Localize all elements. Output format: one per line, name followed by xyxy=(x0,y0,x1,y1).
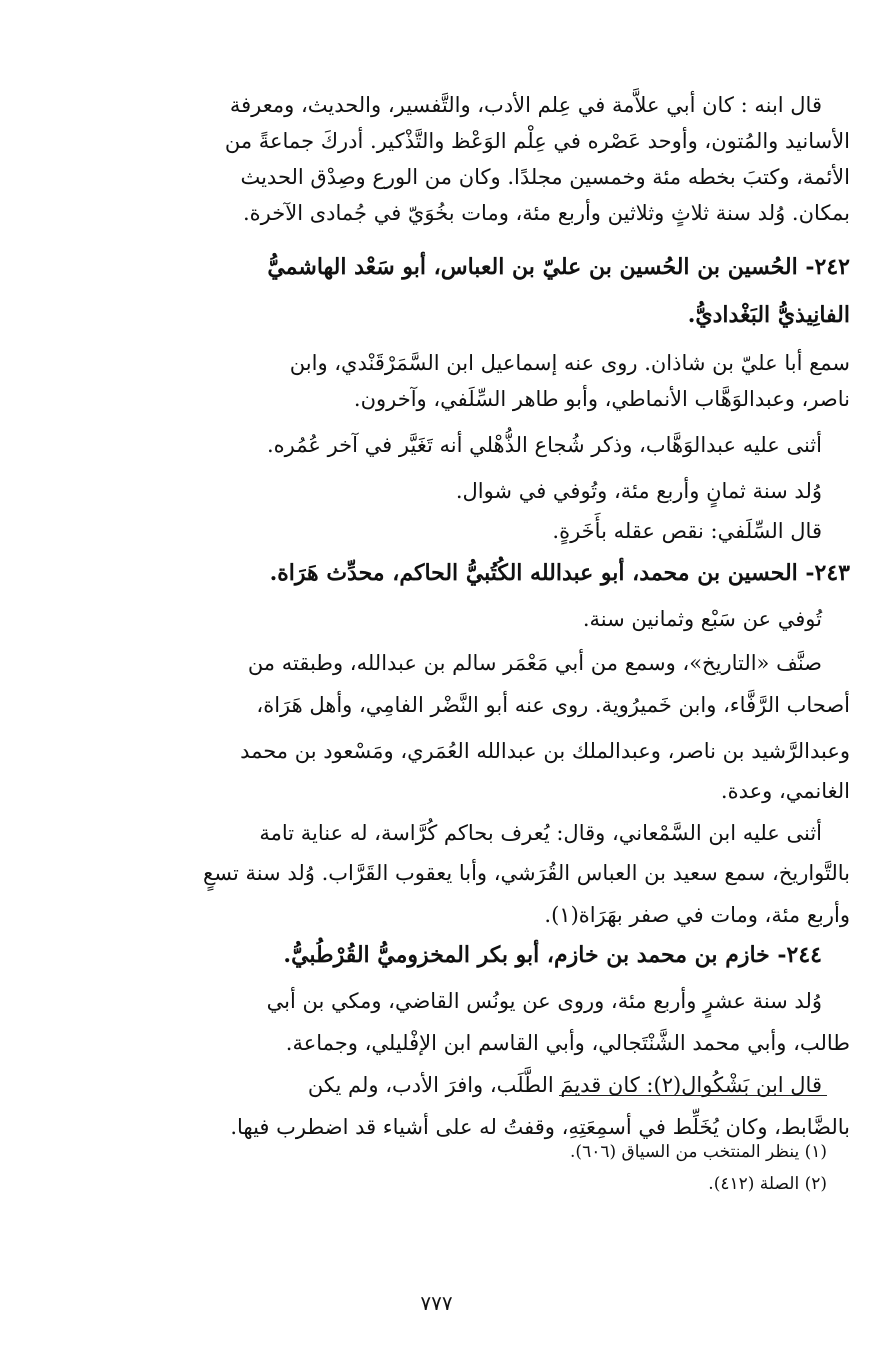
text-line: قال ابن بَشْكُوال(٢): كان قديمَ الطَّلَب، وافرَ الأدب، ولم يكن xyxy=(307,1073,822,1097)
text-line: تُوفي عن سَبْع وثمانين سنة. xyxy=(582,607,822,631)
text-line: سمع أبا عليّ بن شاذان. روى عنه إسماعيل ابن السَّمَرْقَنْدي، وابن xyxy=(289,351,850,375)
text-line: أصحاب الرَّفَّاء، وابن خَميرُوية. روى عنه أبو النَّضْر الفامِي، وأهل هَرَاة، xyxy=(256,693,850,717)
text-line: الأسانيد والمُتون، وأوحد عَصْره في عِلْم الوَعْظ والتَّذْكير. أدركَ جماعةً من xyxy=(224,129,850,153)
entry-heading-244: ٢٤٤- خازم بن محمد بن خازم، أبو بكر المخزوميُّ القُرْطُبيُّ. xyxy=(283,942,822,968)
text-line: وأربع مئة، ومات في صفر بهَرَاة(١). xyxy=(544,903,850,927)
text-line: أثنى عليه ابن السَّمْعاني، وقال: يُعرف بحاكم كُرَّاسة، له عناية تامة xyxy=(259,821,822,845)
text-line: قال ابنه : كان أبي علاَّمة في عِلم الأدب، والتَّفسير، والحديث، ومعرفة xyxy=(229,93,822,117)
entry-heading-242-cont: الفانِيذيُّ البَغْداديُّ. xyxy=(687,302,850,328)
text-line: الغانمي، وعدة. xyxy=(720,779,850,803)
text-line: بمكان. وُلد سنة ثلاثٍ وثلاثين وأربع مئة، ومات بخُوَيّ في جُمادى الآخرة. xyxy=(242,201,850,225)
text-line: طالب، وأبي محمد الشَّنْتَجالي، وأبي القاسم ابن الإفْليلي، وجماعة. xyxy=(285,1031,850,1055)
footnote-separator xyxy=(559,1095,827,1096)
text-line: وُلد سنة ثمانٍ وأربع مئة، وتُوفي في شوال. xyxy=(455,479,822,503)
text-line: بالضَّابط، وكان يُخَلِّط في أسمِعَتِهِ، وقفتُ له على أشياء قد اضطرب فيها. xyxy=(230,1115,850,1139)
text-line: صنَّف «التاريخ»، وسمع من أبي مَعْمَر سالم بن عبدالله، وطبقته من xyxy=(247,651,822,675)
text-line: وعبدالرَّشيد بن ناصر، وعبدالملك بن عبدالله العُمَري، ومَسْعود بن محمد xyxy=(240,739,850,763)
page-number: ٧٧٧ xyxy=(420,1291,453,1315)
footnote-2: (٢) الصلة (٤١٢). xyxy=(708,1174,827,1194)
text-line: أثنى عليه عبدالوَهَّاب، وذكر شُجاع الذُّهْلي أنه تَغَيَّر في آخر عُمُره. xyxy=(266,433,822,457)
text-line: الأئمة، وكتبَ بخطه مئة وخمسين مجلدًا. وكان من الورع وصِدْق الحديث xyxy=(240,165,850,189)
text-line: وُلد سنة عشرٍ وأربع مئة، وروى عن يونُس القاضي، ومكي بن أبي xyxy=(266,989,822,1013)
text-line: بالتَّواريخ، سمع سعيد بن العباس القُرَشي، وأبا يعقوب القَرَّاب. وُلد سنة تسعٍ xyxy=(203,861,850,885)
entry-heading-243: ٢٤٣- الحسين بن محمد، أبو عبدالله الكُتُبيُّ الحاكم، محدِّث هَرَاة. xyxy=(269,560,850,586)
text-line: ناصر، وعبدالوَهَّاب الأنماطي، وأبو طاهر السِّلَفي، وآخرون. xyxy=(353,387,850,411)
entry-heading-242: ٢٤٢- الحُسين بن الحُسين بن عليّ بن العباس، أبو سَعْد الهاشميُّ xyxy=(267,254,850,280)
footnotes xyxy=(108,0,850,1364)
footnote-1: (١) ينظر المنتخب من السياق (٦٠٦). xyxy=(570,1142,827,1162)
text-line: قال السِّلَفي: نقص عقله بأَخَرةٍ. xyxy=(552,519,822,543)
